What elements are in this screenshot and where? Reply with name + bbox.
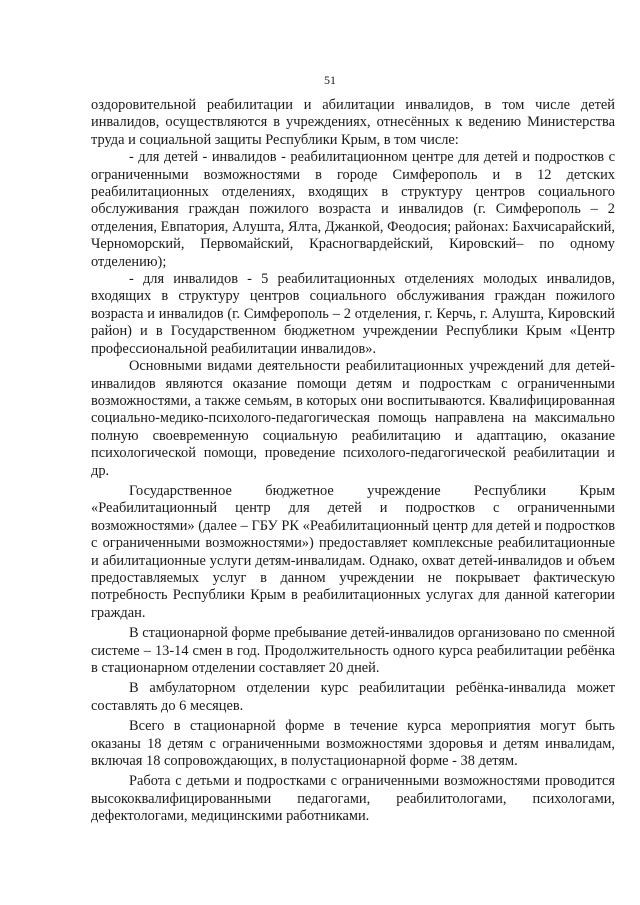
paragraph-adults-rehab-list-item: - для инвалидов - 5 реабилитационных отделениях молодых инвалидов, входящих в структуру центров социального обслуживания граждан пожилого возраста и инвалидов (г. Симферополь – 2 отделения, г. Керчь, г. Алушта, Кировский район) и в Государственном бюджетном учреждении Республики Крым «Центр профессиональной реабилитации инвалидов». [91,271,615,357]
paragraph-total-inpatient: Всего в стационарной форме в течение курса мероприятия могут быть оказаны 18 детям с ограниченными возможностями здоровья и детям инвалидам, включая 18 сопровождающих, в полустационарной форме - 38 детям. [91,718,615,770]
paragraph-inpatient-form: В стационарной форме пребывание детей-инвалидов организовано по сменной системе – 13-14 смен в год. Продолжительность одного курса реабилитации ребёнка в стационарном отделении составляет 20 дней. [91,625,615,676]
document-body [91,97,615,826]
paragraph-staff-work: Работа с детьми и подростками с ограниченными возможностями проводится высококвалифицированными педагогами, реабилитологами, психологами, дефектологами, медицинскими работниками. [91,773,615,825]
paragraph-outpatient-department: В амбулаторном отделении курс реабилитации ребёнка-инвалида может составлять до 6 месяцев. [91,680,615,714]
paragraph-children-rehab-list-item: - для детей - инвалидов - реабилитационном центре для детей и подростков с ограниченными возможностями в городе Симферополь и в 12 детских реабилитационных отделениях, входящих в структуру центров социального обслуживания граждан пожилого возраста и инвалидов (г. Симферополь – 2 отделения, Евпатория, Алушта, Ялта, Джанкой, Феодосия; районах: Бахчисарайский, Черноморский, Первомайский, Красногвардейский, Кировский– по одному отделению); [91,149,615,270]
paragraph-state-institution: Государственное бюджетное учреждение Республики Крым «Реабилитационный центр для детей и подростков с ограниченными возможностями» (далее – ГБУ РК «Реабилитационный центр для детей и подростков с ограниченными возможностями») предоставляет комплексные реабилитационные и абилитационные услуги детям-инвалидам. Однако, охват детей-инвалидов и объем предоставляемых услуг в данном учреждении не покрывает фактическую потребность Республики Крым в реабилитационных услугах для данной категории граждан. [91,482,615,621]
page-number: 51 [324,73,336,87]
paragraph-continuation: оздоровительной реабилитации и абилитации инвалидов, в том числе детей инвалидов, осуществляются в учреждениях, отнесённых к ведению Министерства труда и социальной защиты Республики Крым, в том числе: [91,97,615,148]
paragraph-main-activities: Основными видами деятельности реабилитационных учреждений для детей-инвалидов являются оказание помощи детям и подросткам с ограниченными возможностями, а также семьям, в которых они воспитываются. Квалифицированная социально-медико-психолого-педагогическая помощь направлена на максимально полную своевременную социальную реабилитацию и адаптацию, оказание психологической помощи, проведение психолого-педагогической реабилитации и др. [91,358,615,479]
